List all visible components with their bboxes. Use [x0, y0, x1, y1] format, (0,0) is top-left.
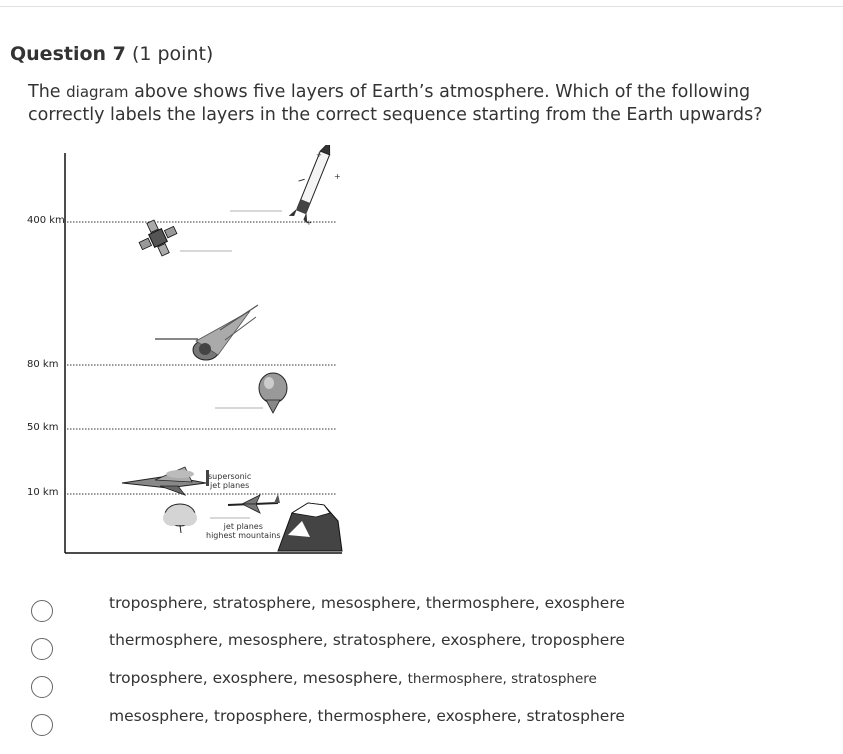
answer-label-3	[109, 669, 597, 687]
altitude-label-80: 80 km	[27, 359, 59, 370]
jet-caption-line-2: highest mountains	[206, 531, 281, 540]
mountain-icon	[278, 503, 342, 551]
supersonic-caption-line-1: supersonic	[208, 472, 252, 481]
answer-label-3-text: troposphere, exosphere, mesosphere,	[109, 669, 408, 687]
question-text-part-1: The	[28, 82, 67, 102]
question-number: Question 7	[10, 43, 126, 65]
answer-option-2[interactable]	[0, 630, 843, 666]
rocket-icon	[285, 145, 339, 223]
svg-text:+: +	[334, 172, 341, 181]
altitude-label-10: 10 km	[27, 487, 59, 498]
top-divider	[0, 6, 843, 7]
question-text	[28, 81, 788, 127]
answer-label-2	[109, 631, 625, 649]
answer-radio-1[interactable]	[31, 600, 53, 622]
answer-label-4	[109, 707, 625, 725]
jet-plane-icon	[228, 494, 280, 513]
question-title	[10, 43, 213, 65]
jet-caption	[206, 522, 281, 540]
satellite-icon	[133, 214, 183, 263]
altitude-label-50: 50 km	[27, 422, 59, 433]
altitude-label-400: 400 km	[27, 215, 65, 226]
supersonic-caption-line-2: jet planes	[210, 481, 250, 490]
answer-radio-3[interactable]	[31, 676, 53, 698]
cloud-icon	[163, 504, 197, 533]
answer-label-1-text: troposphere, stratosphere, mesosphere, thermosphere, exosphere	[109, 594, 625, 612]
answer-option-4[interactable]	[0, 706, 843, 742]
answer-label-2-text: thermosphere, mesosphere, stratosphere, exosphere, troposphere	[109, 631, 625, 649]
svg-text:+: +	[316, 151, 322, 159]
supersonic-caption	[208, 472, 251, 490]
question-text-part-3: above shows five layers of Earth’s atmosphere. Which of the following correctly labels the layers in the correct sequence starting from the Earth upwards?	[28, 82, 763, 125]
question-points: (1 point)	[131, 43, 214, 65]
atmosphere-diagram-graphic	[20, 145, 350, 560]
answer-radio-2[interactable]	[31, 638, 53, 660]
weather-balloon-icon	[259, 373, 287, 413]
supersonic-jet-icon	[122, 467, 209, 495]
atmosphere-diagram	[20, 145, 350, 560]
answer-option-1[interactable]	[0, 592, 843, 628]
meteor-icon	[193, 305, 258, 360]
answer-label-3-small-text: thermosphere, stratosphere	[407, 671, 597, 687]
svg-text:+: +	[306, 219, 312, 227]
answer-label-4-text: mesosphere, troposphere, thermosphere, exosphere, stratosphere	[109, 707, 625, 725]
question-text-part-2: diagram	[66, 83, 129, 101]
answer-label-1	[109, 594, 625, 612]
answer-radio-4[interactable]	[31, 714, 53, 736]
answer-option-3[interactable]	[0, 668, 843, 704]
jet-caption-line-1: jet planes	[223, 522, 263, 531]
